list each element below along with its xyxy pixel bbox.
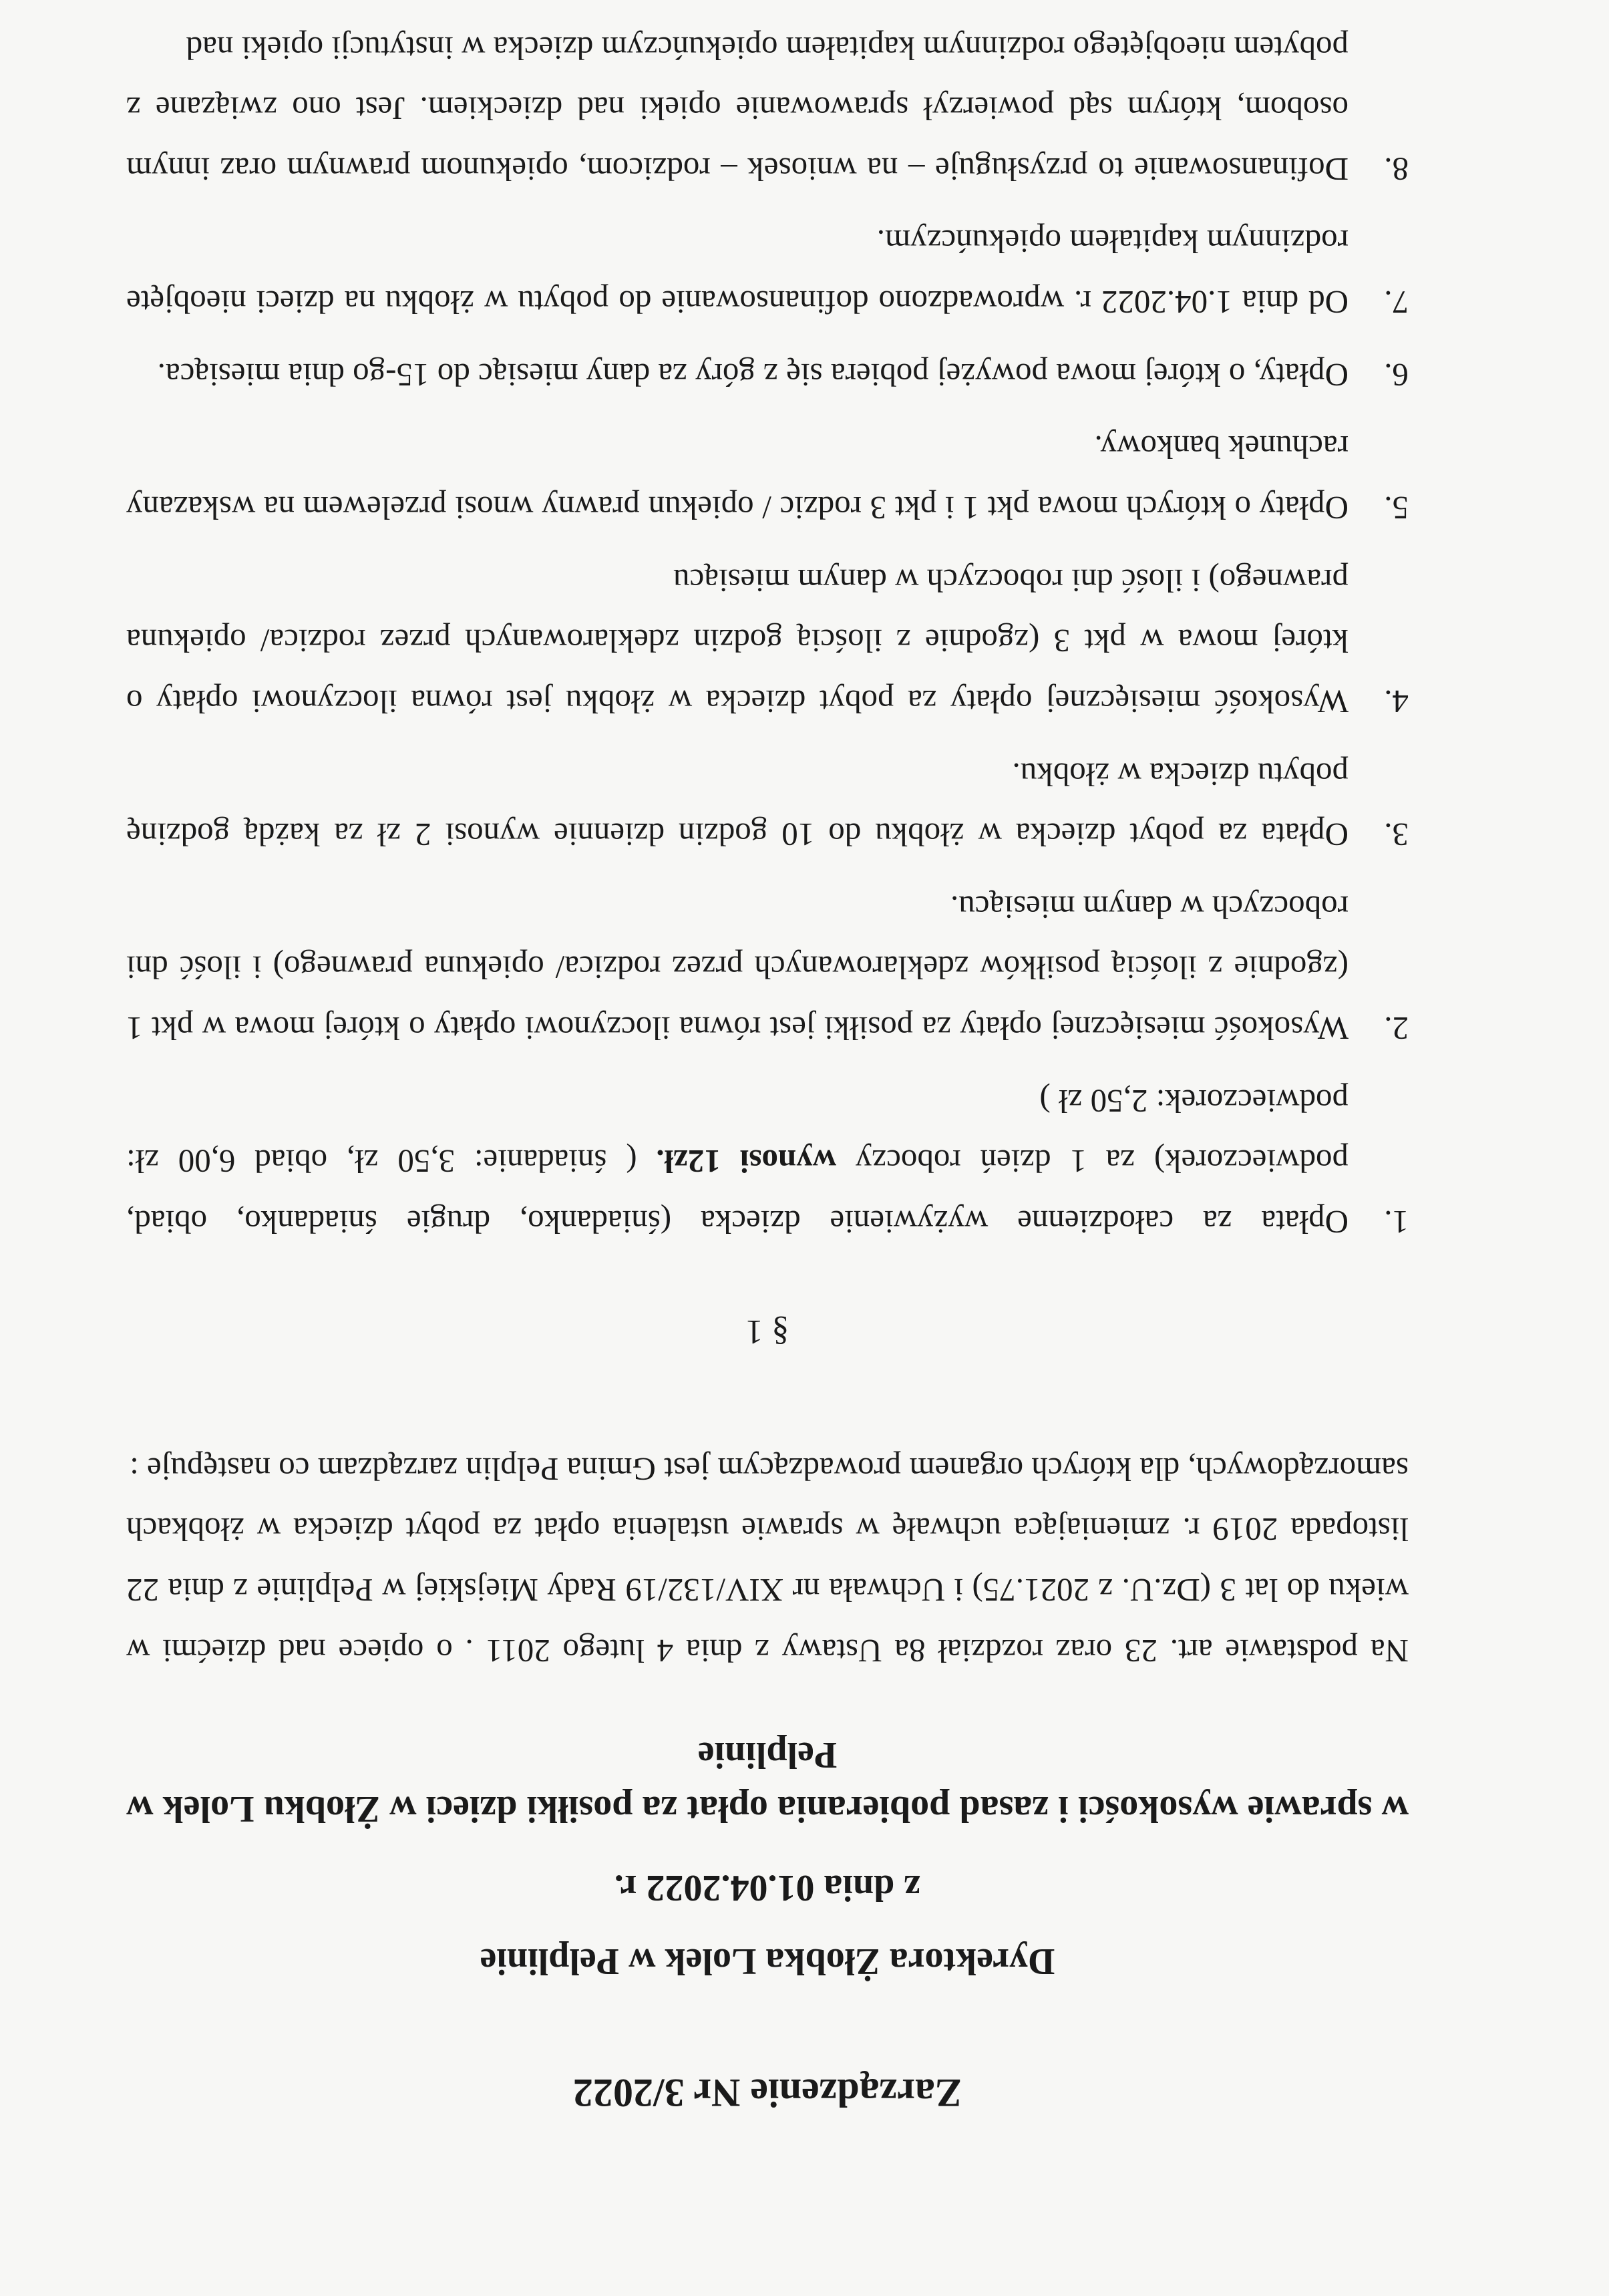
- document-content: [126, 5, 1409, 2116]
- document-title: Zarządzenie Nr 3/2022: [572, 2071, 962, 2115]
- item-text: Wysokość miesięcznej opłaty za posiłki jest równa iloczynowi opłaty o której mowa w pkt 1 (zgodnie z ilością posiłków zdeklarowanych przez rodzica/ opiekuna prawnego) i ilość dni roboczych w danym miesiącu.: [126, 888, 1349, 1047]
- list-item: [126, 744, 1409, 864]
- item-text-part: Opłata za całodzienne wyżywienie dziecka (śniadanko, drugie śniadanko, obiad, podwieczorek) za 1 dzień roboczy: [126, 1143, 1349, 1241]
- item-number: 3.: [1384, 816, 1409, 854]
- item-text: Opłata za pobyt dziecka w żłobku do 10 godzin dziennie wynosi 2 zł za każdą godzinę pobytu dziecka w żłobku.: [126, 756, 1349, 854]
- intro-paragraph: Na podstawie art. 23 oraz rozdział 8a Ustawy z dnia 4 lutego 2011 . o opiece nad dziećmi w wieku do lat 3 (Dz.U. z 2021.75) i Uchwała nr XIV/132/19 Rady Miejskiej w Pelplinie z dnia 22 listopada 2019 r. zmieniająca uchwałę w sprawie ustalenia opłat za pobyt dziecka w żłobkach samorządowych, dla których organem prowadzącym jest Gmina Pelplin zarządzam co następuje :: [126, 1450, 1409, 1669]
- item-text: [126, 1070, 1349, 1252]
- item-number: 8.: [1384, 150, 1409, 188]
- list-item: [126, 876, 1409, 1058]
- section-mark: § 1: [745, 1313, 789, 1351]
- list-item: [126, 550, 1409, 731]
- item-text: Opłaty, o której mowa powyżej pobiera się z góry za dany miesiąc do 15-go dnia miesiąca.: [157, 356, 1349, 393]
- document-subject: w sprawie wysokości i zasad pobierania opłat za posiłki dzieci w Żłobku Lolek w Pelplinie: [126, 1734, 1409, 1830]
- list-item: [126, 417, 1409, 538]
- item-text-part: ( śniadanie: 3,50 zł, obiad 6,00 zł: podwieczorek: 2,50 zł ): [126, 1082, 1349, 1180]
- document-issuer: Dyrektora Żłobka Lolek w Pelplinie: [480, 1941, 1055, 1982]
- item-number: 4.: [1384, 683, 1409, 720]
- item-text: Wysokość miesięcznej opłaty za pobyt dziecka w żłobku jest równa iloczynowi opłaty o której mowa w pkt 3 (zgodnie z ilością godzin zdeklarowanych przez rodzica/ opiekuna prawnego) i ilość dni roboczych w danym miesiącu: [126, 562, 1349, 720]
- regulation-list: [126, 17, 1409, 1252]
- list-item: [126, 344, 1409, 405]
- item-number: 1.: [1384, 1204, 1409, 1241]
- item-text: Od dnia 1.04.2022 r. wprowadzono dofinansowanie do pobytu w żłobku na dzieci nieobjęte rodzinnym kapitałem opiekuńczym.: [126, 223, 1349, 321]
- list-item: [126, 17, 1409, 199]
- document-date: z dnia 01.04.2022 r.: [614, 1867, 921, 1909]
- item-text-bold: wynosi 12zł.: [656, 1143, 837, 1180]
- item-number: 7.: [1384, 284, 1409, 321]
- list-item: [126, 211, 1409, 332]
- item-number: 5.: [1384, 490, 1409, 527]
- item-text: Dofinansowanie to przysługuje – na wniosek – rodzicom, opiekunom prawnym oraz innym osobom, którym sąd powierzył sprawowanie opieki nad dzieckiem. Jest ono związane z pobytem nieobjętego rodzinnym kapitałem opiekuńczym dziecka w instytucji opieki nad: [126, 29, 1349, 188]
- item-number: 6.: [1384, 356, 1409, 393]
- list-item: [126, 1070, 1409, 1252]
- item-number: 2.: [1384, 1010, 1409, 1047]
- item-text: Opłaty o których mowa pkt 1 i pkt 3 rodzic / opiekun prawny wnosi przelewem na wskazany rachunek bankowy.: [126, 429, 1349, 527]
